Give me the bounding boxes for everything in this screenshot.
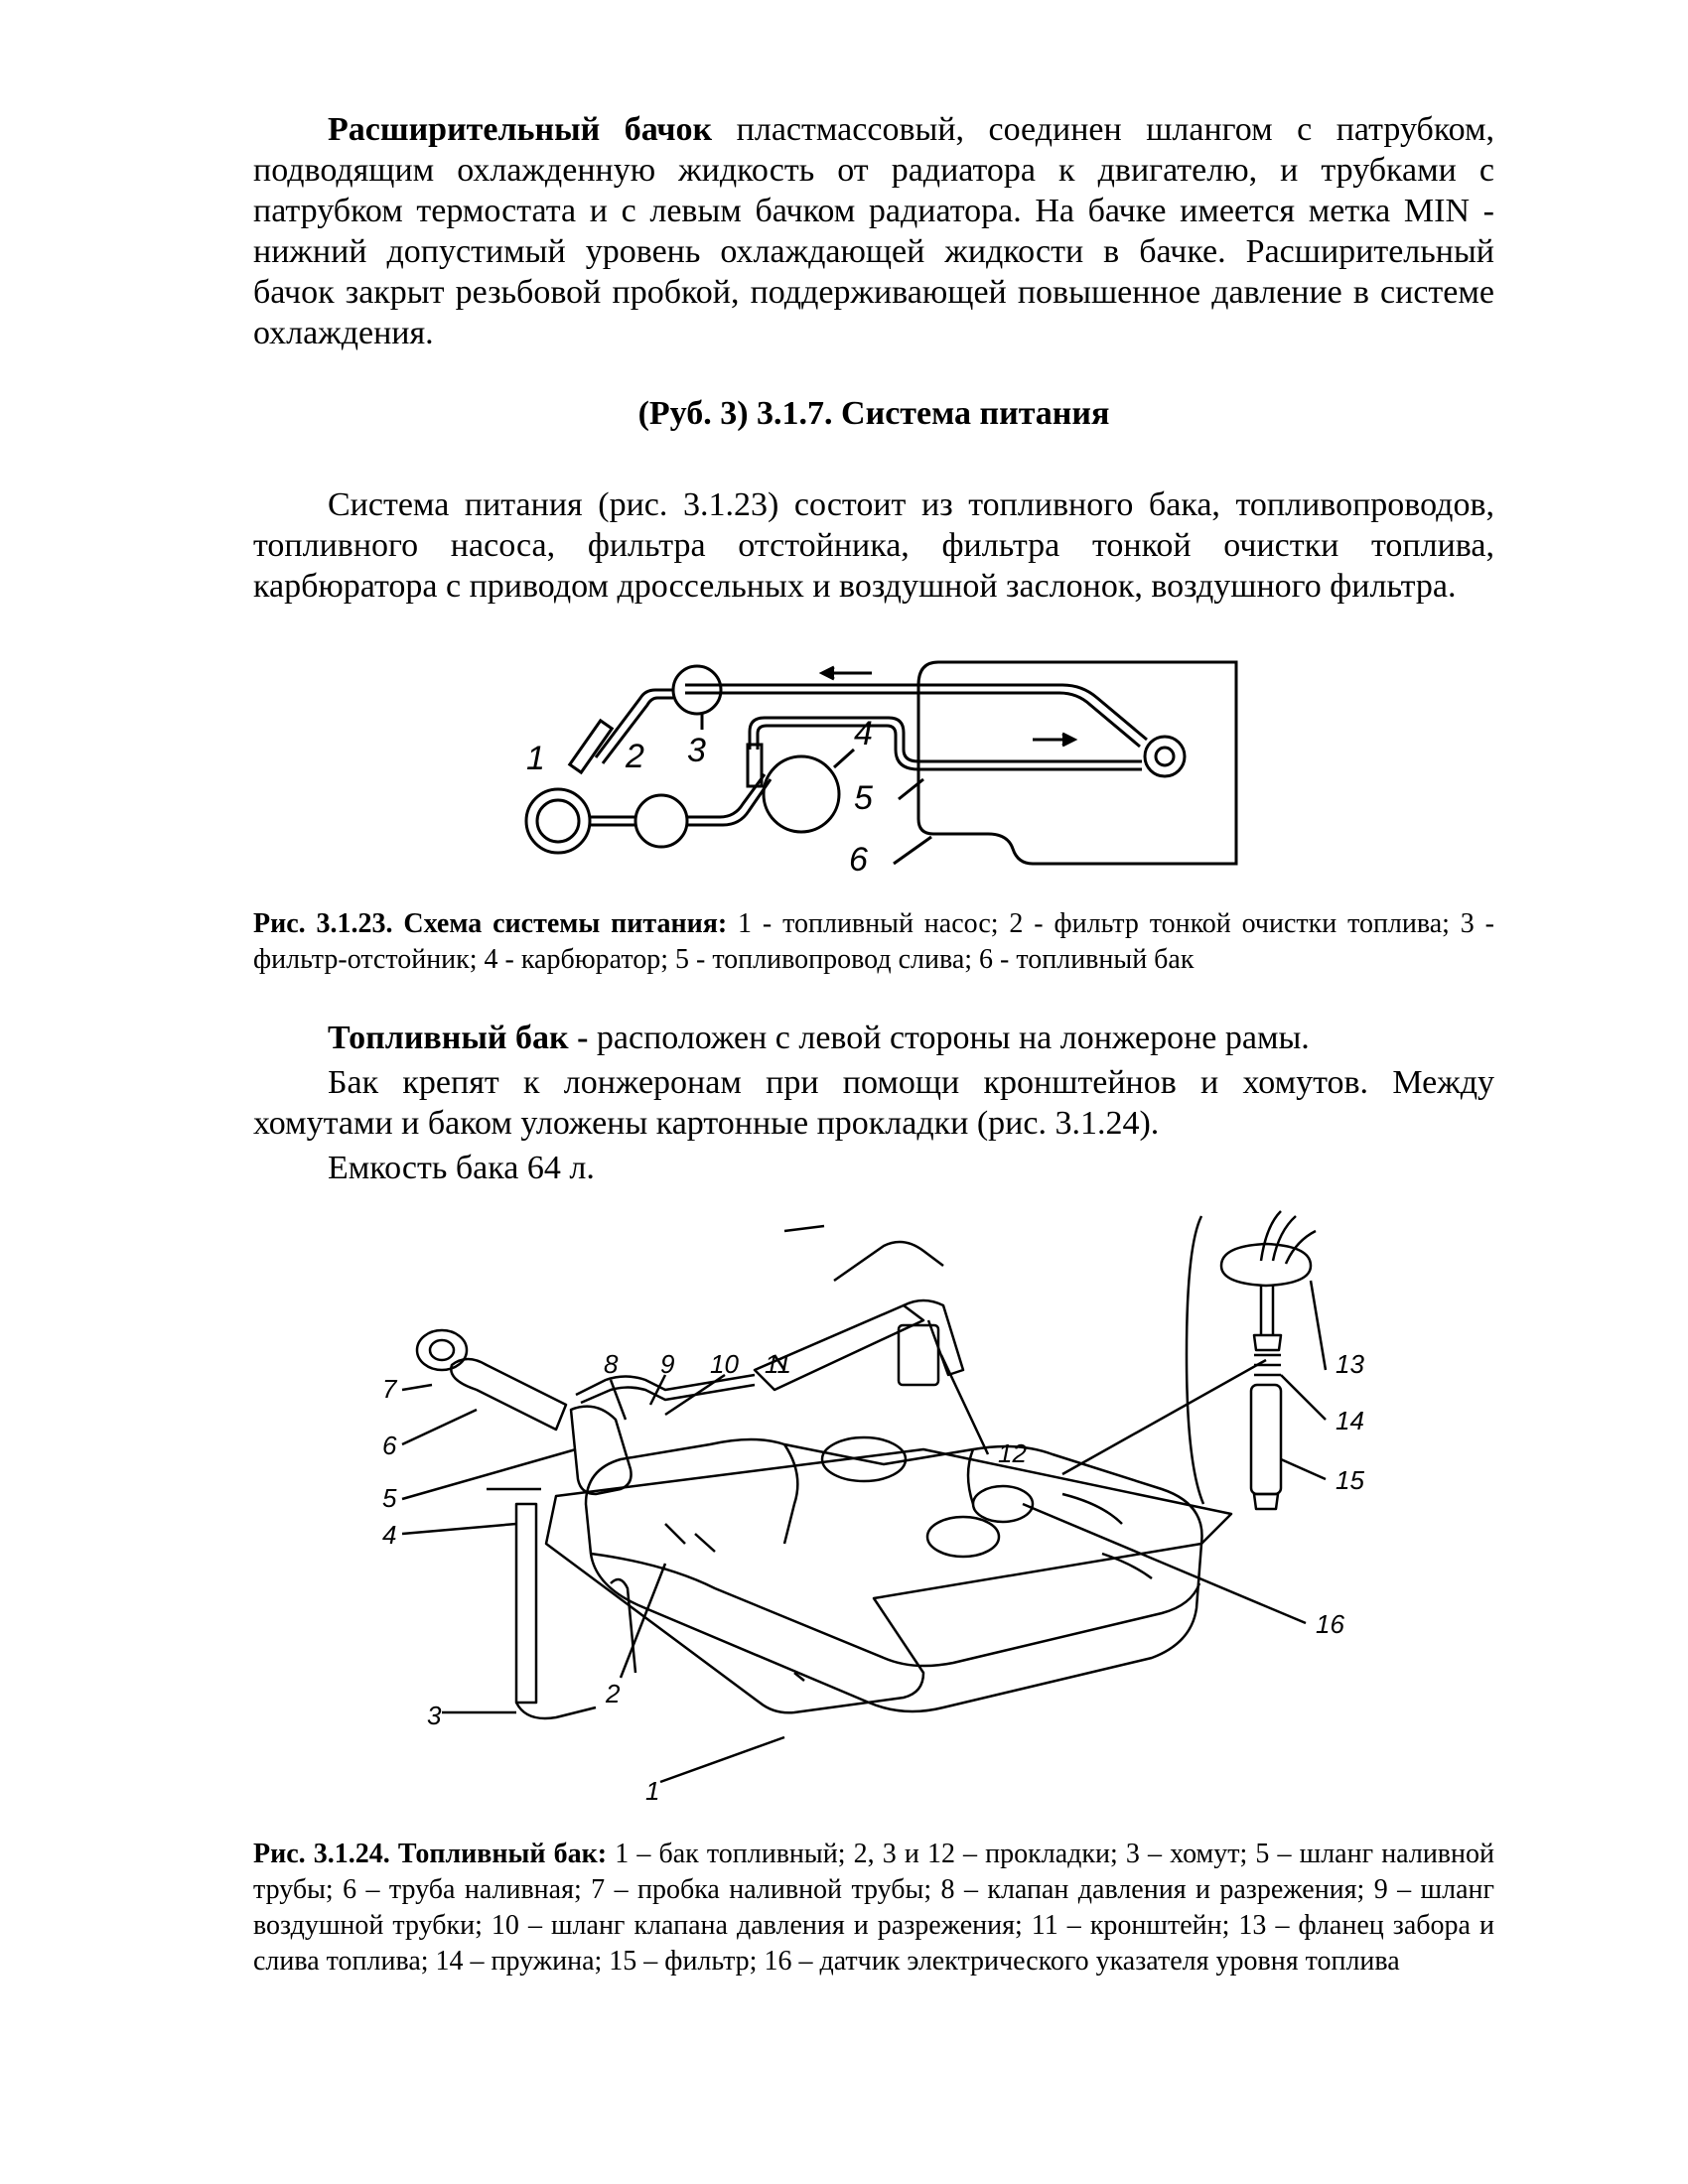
fig2-label-16: 16 — [1316, 1609, 1344, 1639]
carburetor — [764, 756, 839, 832]
fig2-label-3: 3 — [427, 1701, 442, 1730]
fig2-label-15: 15 — [1336, 1465, 1364, 1495]
caption-title: Рис. 3.1.24. Топливный бак: — [253, 1839, 608, 1869]
paragraph-fuel-tank-location — [253, 1018, 1494, 1058]
caption-text: 1 – бак топливный; 2, 3 и 12 – прокладки; 3 – хомут; 5 – шланг наливной трубы; 6 – труба наливная; 7 – пробка наливной трубы; 8 – клапан давления и разрежения; 9 – шланг воздушной трубки; 10 – шланг клапана давления и разрежения; 11 – кронштейн; 13 – фланец забора и слива топлива; 14 – пружина; 15 – фильтр; 16 – датчик электрического указателя уровня топлива — [253, 1839, 1494, 1977]
fig2-label-10: 10 — [710, 1349, 739, 1379]
fig2-label-7: 7 — [382, 1374, 397, 1404]
fig2-label-14: 14 — [1336, 1406, 1364, 1435]
caption-title: Рис. 3.1.23. Схема системы питания: — [253, 908, 728, 939]
tank-mounting-flange — [546, 1449, 1231, 1712]
fig2-label-5: 5 — [382, 1483, 397, 1513]
paragraph-text: расположен с левой стороны на лонжероне рамы. — [588, 1020, 1310, 1056]
term-fuel-tank: Топливный бак - — [328, 1020, 589, 1056]
fig1-label-2: 2 — [626, 738, 644, 775]
figure-caption-3-1-24 — [253, 1837, 1494, 1979]
paragraph-fuel-tank-mounting: Бак крепят к лонжеронам при помощи кронштейнов и хомутов. Между хомутами и баком уложены картонные прокладки (рис. 3.1.24). — [253, 1064, 1494, 1142]
sediment-filter — [673, 666, 721, 714]
fig2-label-4: 4 — [382, 1520, 397, 1550]
fig1-label-6: 6 — [849, 841, 868, 879]
fig2-label-13: 13 — [1336, 1349, 1364, 1379]
fuel-filter — [1251, 1385, 1281, 1494]
fig2-label-2: 2 — [606, 1679, 621, 1708]
filler-cap — [417, 1330, 467, 1370]
fuel-system-diagram — [496, 650, 1251, 888]
fig1-label-1: 1 — [526, 740, 545, 777]
fig2-label-6: 6 — [382, 1431, 397, 1460]
fine-filter — [635, 795, 687, 847]
filler-pipe — [451, 1359, 566, 1430]
paragraph-fuel-system: Система питания (рис. 3.1.23) состоит из топливного бака, топливопроводов, топливного насоса, фильтра отстойника, фильтра тонкой очистки топлива, карбюратора с приводом дроссельных и воздушной заслонок, воздушного фильтра. — [253, 486, 1494, 605]
fig2-label-11: 11 — [765, 1349, 791, 1379]
fig1-label-3: 3 — [687, 732, 706, 769]
figure-caption-3-1-23 — [253, 906, 1494, 978]
fig1-label-5: 5 — [854, 779, 873, 817]
fuel-pickup-flange — [1221, 1244, 1311, 1286]
fig2-label-9: 9 — [660, 1349, 675, 1379]
fig2-label-1: 1 — [645, 1776, 660, 1806]
filler-hose — [571, 1407, 632, 1494]
paragraph-tank-capacity: Емкость бака 64 л. — [328, 1150, 595, 1186]
paragraph-expansion-tank — [253, 109, 1494, 353]
caption-text: 1 - топливный насос; 2 - фильтр тонкой очистки топлива; 3 - фильтр-отстойник; 4 - карбюратор; 5 - топливопровод слива; 6 - топливный бак — [253, 908, 1495, 975]
fig1-label-4: 4 — [854, 715, 873, 752]
fuel-pickup-spring — [1254, 1335, 1281, 1375]
tank-fitting — [1145, 737, 1185, 776]
tank-strap — [516, 1504, 536, 1703]
paragraph-text: пластмассовый, соединен шлангом с патрубком, подводящим охлажденную жидкость от радиатора к двигателю, и трубками с патрубком термостата и с левым бачком радиатора. На бачке имеется метка MIN - нижний допустимый уровень охлаждающей жидкости в бачке. Расширительный бачок закрыт резьбовой пробкой, поддерживающей повышенное давление в системе охлаждения. — [253, 111, 1494, 351]
fuel-tank-illustration — [367, 1206, 1410, 1822]
section-heading: (Руб. 3) 3.1.7. Система питания — [637, 395, 1110, 432]
fig2-label-8: 8 — [604, 1349, 619, 1379]
fig2-label-12: 12 — [998, 1438, 1027, 1468]
term-expansion-tank: Расширительный бачок — [328, 111, 713, 148]
